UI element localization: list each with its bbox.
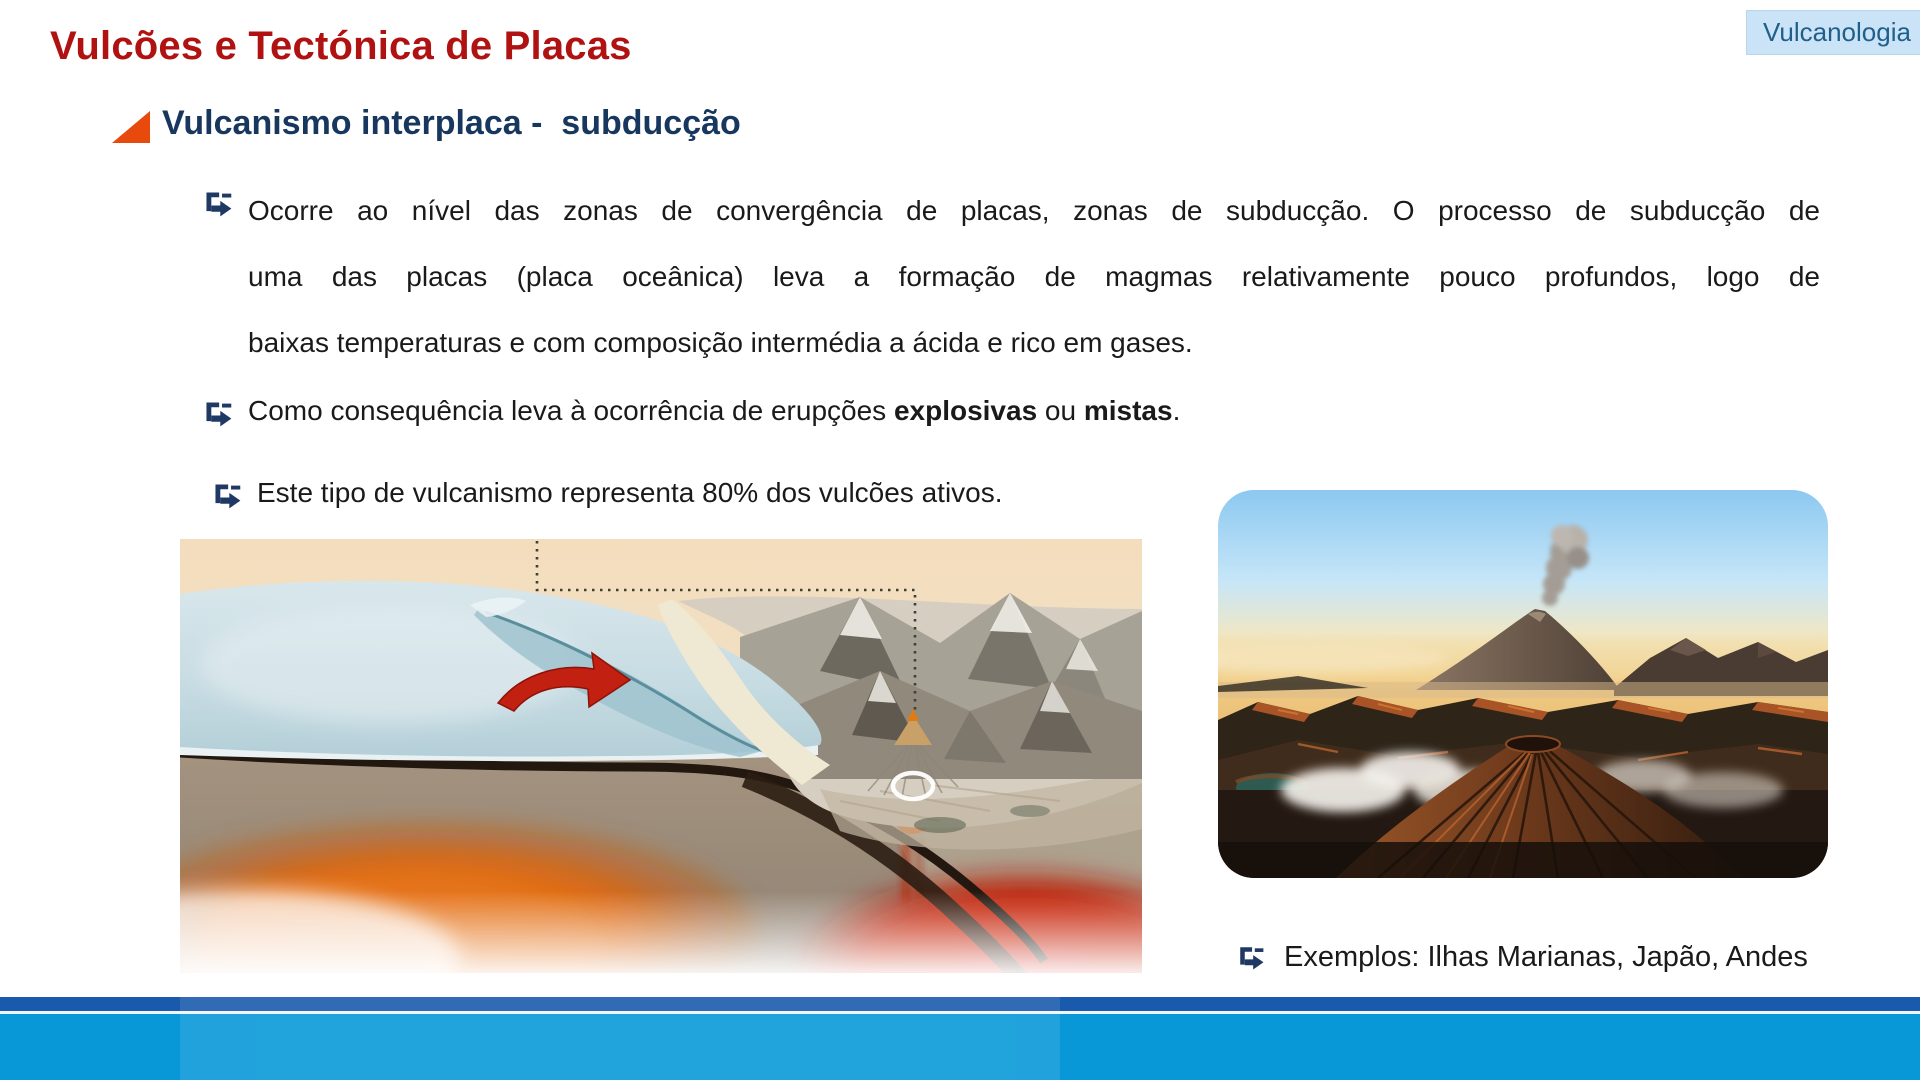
- erupting-volcanoes-photo: [1218, 490, 1828, 878]
- arrow-branch-marker-icon: [1237, 944, 1265, 972]
- bullet-1-line-3: baixas temperaturas e com composição intermédia a ácida e rico em gases.: [248, 327, 1193, 358]
- bullet-1-line-1: Ocorre ao nível das zonas de convergência de placas, zonas de subducção. O processo de subducção de: [248, 195, 1820, 226]
- bullet-3-text: Este tipo de vulcanismo representa 80% dos vulcões ativos.: [257, 477, 1003, 508]
- subduction-zone-diagram: [180, 539, 1142, 998]
- arrow-branch-marker-icon: [203, 399, 233, 429]
- arrow-branch-marker-icon: [212, 481, 242, 511]
- footer-image-fade-overlay: [180, 997, 1060, 1080]
- arrow-branch-marker-icon: [203, 189, 233, 219]
- examples-text: Exemplos: Ilhas Marianas, Japão, Andes: [1284, 941, 1808, 973]
- bullet-1-text: [248, 178, 1820, 376]
- section-heading: Vulcanismo interplaca - subducção: [162, 104, 741, 142]
- topic-badge: Vulcanologia: [1746, 10, 1920, 55]
- bullet-1-line-2: uma das placas (placa oceânica) leva a formação de magmas relativamente pouco profundos, logo de: [248, 261, 1820, 292]
- bullet-2-text: Como consequência leva à ocorrência de erupções explosivas ou mistas.: [248, 395, 1181, 426]
- section-heading-row: [112, 104, 741, 143]
- triangle-marker-icon: [112, 111, 150, 143]
- page-title: Vulcões e Tectónica de Placas: [50, 24, 632, 68]
